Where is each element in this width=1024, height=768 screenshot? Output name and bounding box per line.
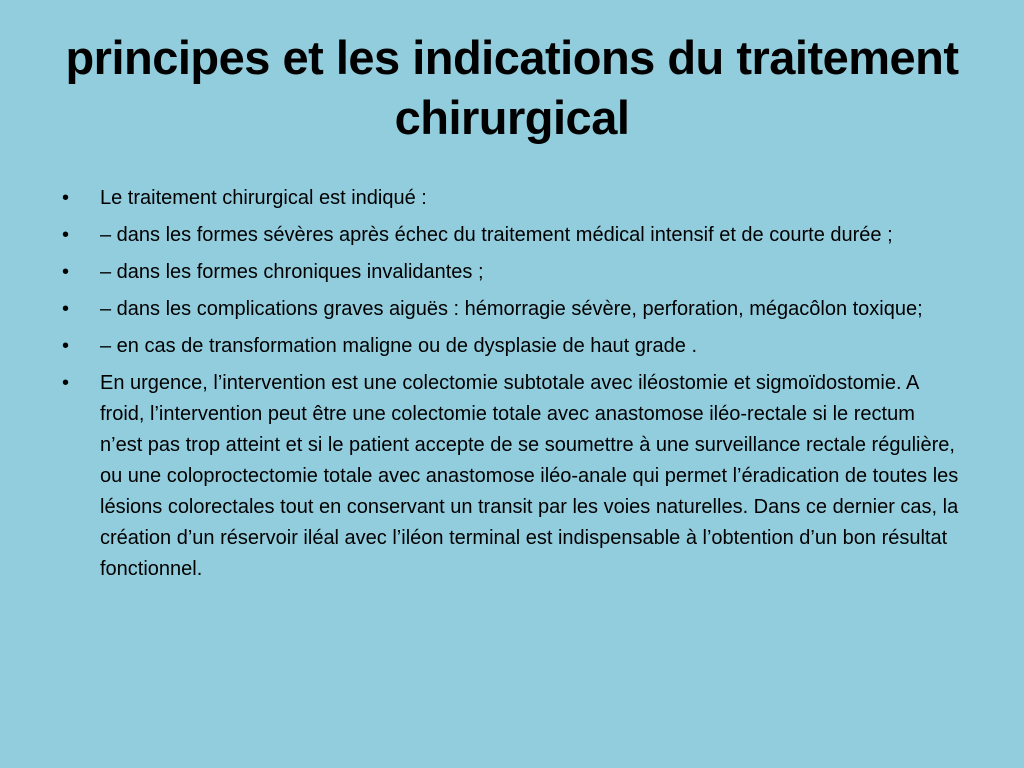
bullet-item <box>62 368 962 585</box>
bullet-text: En urgence, l’intervention est une colectomie subtotale avec iléostomie et sigmoïdostomie. A froid, l’intervention peut être une colectomie totale avec anastomose iléo-rectale si le rectum n’est pas trop atteint et si le patient accepte de se soumettre à une surveillance rectale régulière, ou une coloproctectomie totale avec anastomose iléo-anale qui permet l’éradication de toutes les lésions colorectales tout en conservant un transit par les voies naturelles. Dans ce dernier cas, la création d’un réservoir iléal avec l’iléon terminal est indispensable à l’obtention d’un bon résultat fonctionnel. <box>100 372 959 580</box>
slide-title: principes et les indications du traitement chirurgical <box>65 31 959 144</box>
bullet-item <box>62 331 962 362</box>
bullet-text: Le traitement chirurgical est indiqué : <box>100 187 427 209</box>
bullet-icon: • <box>62 224 70 246</box>
bullet-list <box>62 183 962 591</box>
bullet-text: – dans les formes chroniques invalidantes ; <box>100 261 484 283</box>
bullet-icon: • <box>62 372 70 394</box>
bullet-text: – en cas de transformation maligne ou de dysplasie de haut grade . <box>100 335 698 357</box>
bullet-item <box>62 183 962 214</box>
bullet-text: – dans les complications graves aiguës : hémorragie sévère, perforation, mégacôlon toxique; <box>100 298 923 320</box>
bullet-item <box>62 294 962 325</box>
bullet-icon: • <box>62 335 70 357</box>
bullet-item <box>62 220 962 251</box>
bullet-icon: • <box>62 261 70 283</box>
bullet-item <box>62 257 962 288</box>
bullet-icon: • <box>62 187 70 209</box>
bullet-text: – dans les formes sévères après échec du traitement médical intensif et de courte durée ; <box>100 224 893 246</box>
bullet-icon: • <box>62 298 70 320</box>
